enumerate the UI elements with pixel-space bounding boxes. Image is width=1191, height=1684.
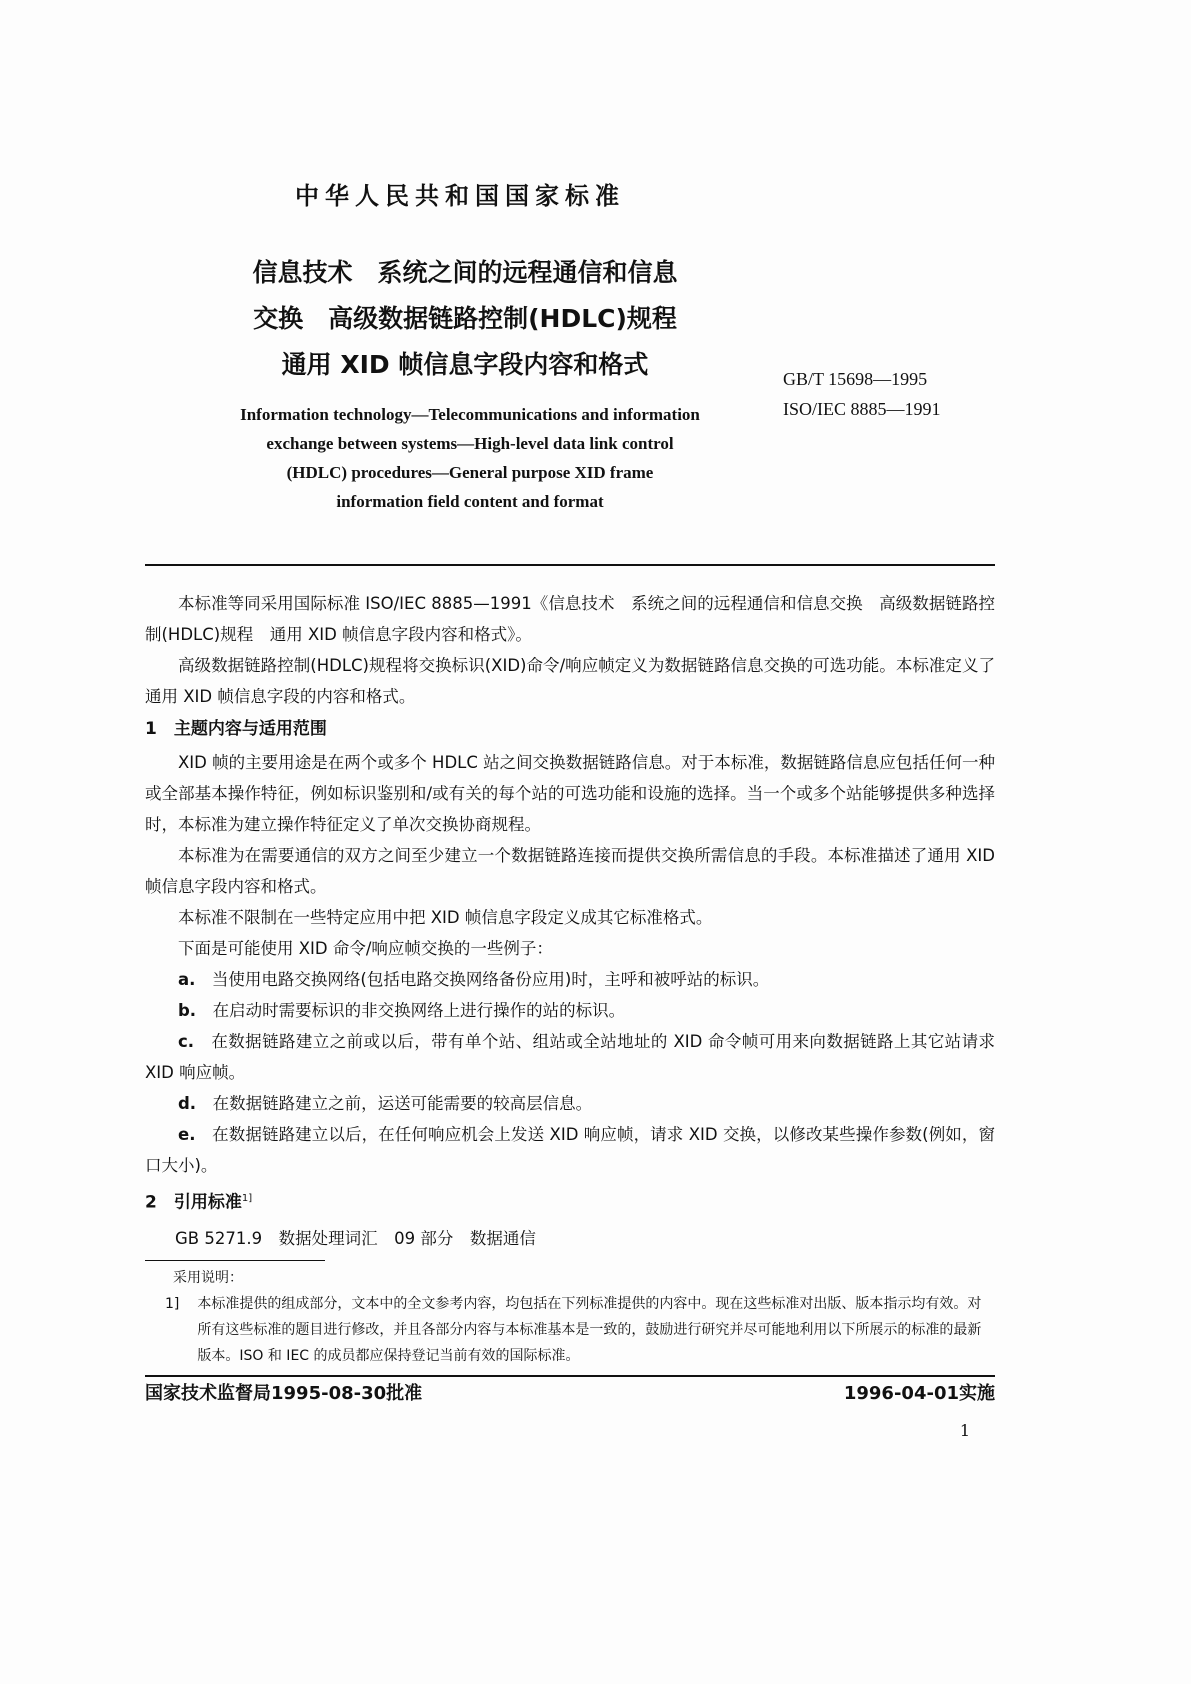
section-heading: 1 主题内容与适用范围 <box>145 719 327 739</box>
title-divider <box>145 564 995 566</box>
paragraph: XID 帧的主要用途是在两个或多个 HDLC 站之间交换数据链路信息。对于本标准，数据链路信息应包括任何一种或全部基本操作特征，例如标识鉴别和/或有关的每个站的可选功能和设施的选择。当一个或多个站能够提供多种选择时，本标准为建立操作特征定义了单次交换协商规程。 <box>145 753 995 834</box>
section-heading: 2 引用标准$^{1]}$ <box>145 1192 253 1213</box>
footer <box>145 1381 995 1407</box>
body-text <box>145 588 995 1254</box>
paragraph: 本标准为在需要通信的双方之间至少建立一个数据链路连接而提供交换所需信息的手段。本标准描述了通用 XID 帧信息字段内容和格式。 <box>145 846 995 896</box>
standard-codes <box>783 364 941 424</box>
page-number: 1 <box>959 1420 970 1440</box>
list-item: c. 在数据链路建立之前或以后，带有单个站、组站或全站地址的 XID 命令帧可用来向数据链路上其它站请求 XID 响应帧。 <box>145 1032 995 1082</box>
effective-date: 1996-04-01实施 <box>843 1382 995 1404</box>
title-line: 交换 高级数据链路控制(HDLC)规程 <box>253 304 677 333</box>
list-item: a. 当使用电路交换网络(包括电路交换网络备份应用)时，主呼和被呼站的标识。 <box>178 970 770 989</box>
english-title-line: Information technology—Telecommunications and information <box>240 405 700 424</box>
footnote-divider <box>145 1260 325 1261</box>
paragraph: 本标准不限制在一些特定应用中把 XID 帧信息字段定义成其它标准格式。 <box>178 908 713 927</box>
list-item: b. 在启动时需要标识的非交换网络上进行操作的站的标识。 <box>178 1001 626 1020</box>
intro-paragraph: 高级数据链路控制(HDLC)规程将交换标识(XID)命令/响应帧定义为数据链路信息交换的可选功能。本标准定义了通用 XID 帧信息字段的内容和格式。 <box>145 656 995 706</box>
footnote-label: 采用说明： <box>173 1269 243 1286</box>
footnote-mark: 1] <box>165 1295 180 1312</box>
chinese-title <box>150 250 780 388</box>
reference-item: GB 5271.9 数据处理词汇 09 部分 数据通信 <box>175 1228 536 1248</box>
footer-divider <box>145 1375 995 1377</box>
title-line: 信息技术 系统之间的远程通信和信息 <box>252 258 678 287</box>
national-standard-header: 中华人民共和国国家标准 <box>295 182 625 210</box>
english-title-line: (HDLC) procedures—General purpose XID frame <box>286 463 654 482</box>
footnote <box>165 1265 995 1369</box>
english-title-line: exchange between systems—High-level data link control <box>266 434 674 453</box>
english-title <box>180 400 760 516</box>
content-flow <box>145 588 995 1440</box>
list-item: d. 在数据链路建立之前，运送可能需要的较高层信息。 <box>178 1094 593 1113</box>
iso-code: ISO/IEC 8885—1991 <box>783 399 941 419</box>
paragraph: 下面是可能使用 XID 命令/响应帧交换的一些例子： <box>178 939 553 958</box>
approval-date: 国家技术监督局1995-08-30批准 <box>145 1382 423 1404</box>
intro-paragraph: 本标准等同采用国际标准 ISO/IEC 8885—1991《信息技术 系统之间的远程通信和信息交换 高级数据链路控制(HDLC)规程 通用 XID 帧信息字段内容和格式》。 <box>145 594 995 644</box>
footnote-text: 本标准提供的组成部分，文本中的全文参考内容，均包括在下列标准提供的内容中。现在这些标准对出版、版本指示均有效。对所有这些标准的题目进行修改，并且各部分内容与本标准基本是一致的，鼓励进行研究并尽可能地利用以下所展示的标准的最新版本。ISO 和 IEC 的成员都应保持登记当前有效的国际标准。 <box>197 1295 982 1364</box>
gb-code: GB/T 15698—1995 <box>783 369 928 389</box>
footnote-ref: 1] <box>241 1193 253 1204</box>
english-title-line: information field content and format <box>336 492 604 511</box>
title-line: 通用 XID 帧信息字段内容和格式 <box>281 350 649 379</box>
list-item: e. 在数据链路建立以后，在任何响应机会上发送 XID 响应帧，请求 XID 交换，以修改某些操作参数(例如，窗口大小)。 <box>145 1125 995 1175</box>
